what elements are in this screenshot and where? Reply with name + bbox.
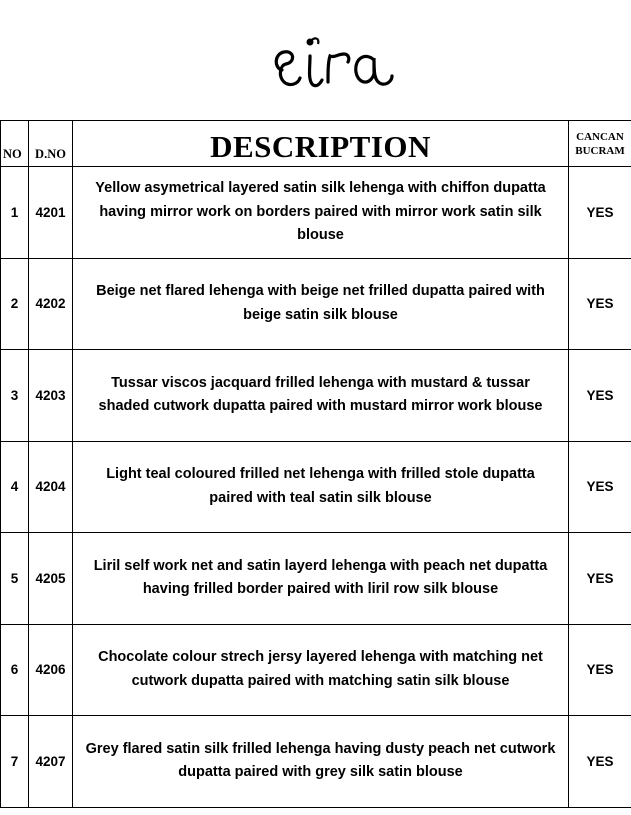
row-description: Yellow asymetrical layered satin silk lehenga with chiffon dupatta having mirror work on borders paired with mirror work satin silk blouse bbox=[73, 167, 569, 259]
row-description: Liril self work net and satin layerd lehenga with peach net dupatta having frilled border paired with liril row silk blouse bbox=[73, 533, 569, 625]
table-row bbox=[1, 624, 631, 716]
row-no: 3 bbox=[1, 350, 29, 442]
row-description: Beige net flared lehenga with beige net frilled dupatta paired with beige satin silk blouse bbox=[73, 258, 569, 350]
row-description: Light teal coloured frilled net lehenga with frilled stole dupatta paired with teal satin silk blouse bbox=[73, 441, 569, 533]
row-dno: 4202 bbox=[29, 258, 73, 350]
row-no: 6 bbox=[1, 624, 29, 716]
row-cancan: YES bbox=[569, 716, 631, 808]
row-description: Tussar viscos jacquard frilled lehenga with mustard & tussar shaded cutwork dupatta paired with mustard mirror work blouse bbox=[73, 350, 569, 442]
row-description: Chocolate colour strech jersy layered lehenga with matching net cutwork dupatta paired with matching satin silk blouse bbox=[73, 624, 569, 716]
row-no: 2 bbox=[1, 258, 29, 350]
header-no: NO bbox=[1, 121, 29, 167]
row-dno: 4206 bbox=[29, 624, 73, 716]
row-dno: 4207 bbox=[29, 716, 73, 808]
row-no: 4 bbox=[1, 441, 29, 533]
header-description: DESCRIPTION bbox=[73, 121, 569, 167]
product-table bbox=[0, 120, 631, 808]
table-row bbox=[1, 716, 631, 808]
row-dno: 4201 bbox=[29, 167, 73, 259]
table-row bbox=[1, 533, 631, 625]
row-no: 5 bbox=[1, 533, 29, 625]
row-cancan: YES bbox=[569, 624, 631, 716]
table-row bbox=[1, 441, 631, 533]
row-cancan: YES bbox=[569, 258, 631, 350]
row-dno: 4204 bbox=[29, 441, 73, 533]
brand-logo bbox=[270, 28, 410, 98]
row-no: 1 bbox=[1, 167, 29, 259]
logo-area bbox=[0, 0, 631, 120]
table-row bbox=[1, 350, 631, 442]
row-no: 7 bbox=[1, 716, 29, 808]
header-cancan-bucram bbox=[569, 121, 631, 167]
header-cancan: CANCAN bbox=[576, 130, 624, 143]
row-dno: 4203 bbox=[29, 350, 73, 442]
header-row bbox=[1, 121, 631, 167]
row-dno: 4205 bbox=[29, 533, 73, 625]
table-row bbox=[1, 258, 631, 350]
row-cancan: YES bbox=[569, 350, 631, 442]
table-row bbox=[1, 167, 631, 259]
row-description: Grey flared satin silk frilled lehenga having dusty peach net cutwork dupatta paired with grey silk satin blouse bbox=[73, 716, 569, 808]
row-cancan: YES bbox=[569, 441, 631, 533]
row-cancan: YES bbox=[569, 167, 631, 259]
row-cancan: YES bbox=[569, 533, 631, 625]
header-bucram: BUCRAM bbox=[575, 144, 625, 157]
header-dno: D.NO bbox=[29, 121, 73, 167]
